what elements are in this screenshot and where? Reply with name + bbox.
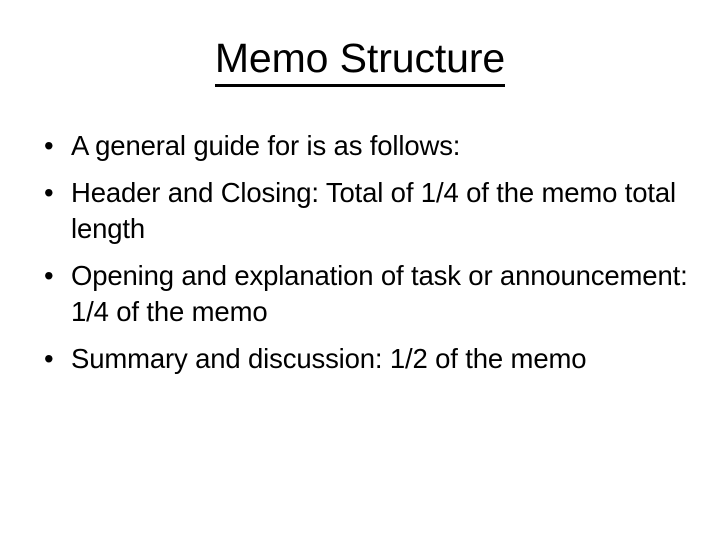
list-item xyxy=(40,175,688,247)
slide-body-bullet-list xyxy=(40,128,688,377)
bullet-point-icon: • xyxy=(44,343,54,374)
list-item-label: Summary and discussion: 1/2 of the memo xyxy=(71,343,587,374)
slide-title-container xyxy=(0,34,720,87)
list-item-label: Opening and explanation of task or announcement: 1/4 of the memo xyxy=(71,260,688,327)
list-item-label: A general guide for is as follows: xyxy=(71,130,461,161)
bullet-point-icon: • xyxy=(44,130,54,161)
list-item xyxy=(40,258,688,330)
list-item xyxy=(40,128,688,164)
page-title: Memo Structure xyxy=(215,34,505,87)
list-item-label: Header and Closing: Total of 1/4 of the memo total length xyxy=(71,177,676,244)
list-item xyxy=(40,341,688,377)
bullet-point-icon: • xyxy=(44,177,54,208)
bullet-point-icon: • xyxy=(44,260,54,291)
